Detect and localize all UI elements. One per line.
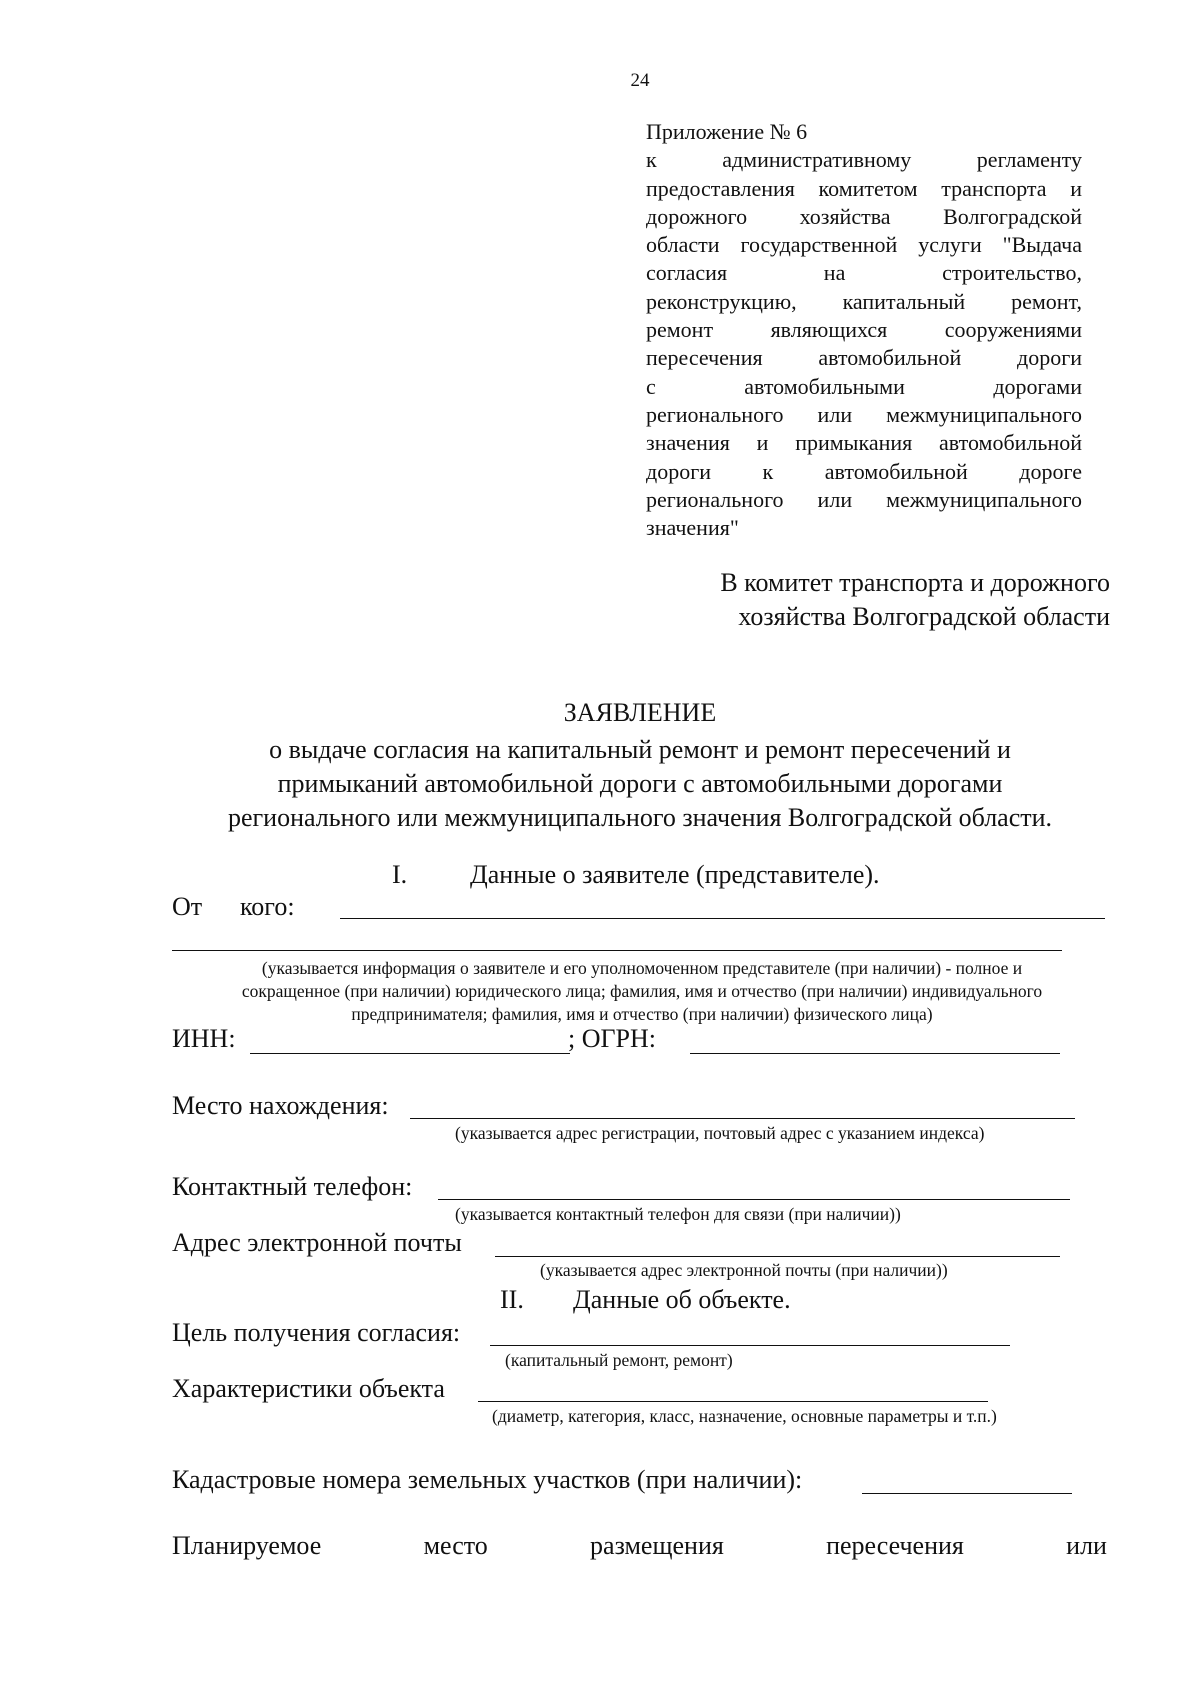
appendix-line: дороги к автомобильной дороге	[646, 458, 1082, 484]
appendix-line: с автомобильными дорогами	[646, 373, 1082, 399]
page-number: 24	[630, 70, 650, 91]
appendix-line: области государственной услуги "Выдача	[646, 232, 1082, 258]
appendix-line: реконструкцию, капитальный ремонт,	[646, 288, 1082, 314]
planned-word: место	[423, 1531, 488, 1560]
cadastral-label: Кадастровые номера земельных участков (при наличии):	[172, 1465, 803, 1494]
appendix-line: предоставления комитетом транспорта и	[646, 175, 1082, 201]
from-label-kogo: кого:	[240, 892, 295, 921]
planned-word: размещения	[590, 1531, 724, 1560]
characteristics-label: Характеристики объекта	[172, 1374, 445, 1403]
ogrn-label: ; ОГРН:	[568, 1024, 656, 1053]
appendix-line: к административному регламенту	[646, 147, 1082, 173]
addressee	[660, 566, 1110, 634]
email-hint: (указывается адрес электронной почты (при наличии))	[540, 1260, 948, 1280]
purpose-input-line[interactable]	[490, 1345, 1010, 1346]
characteristics-hint: (диаметр, категория, класс, назначение, основные параметры и т.п.)	[492, 1406, 997, 1426]
appendix-line: значения и примыкания автомобильной	[646, 430, 1082, 456]
planned-location-line	[172, 1531, 1107, 1561]
appendix-line: регионального или межмуниципального	[646, 486, 1082, 512]
applicant-hint-line-2: сокращенное (при наличии) юридического лица; фамилия, имя и отчество (при наличии) индивидуального	[241, 981, 1043, 1001]
planned-word: Планируемое	[172, 1531, 322, 1560]
purpose-hint: (капитальный ремонт, ремонт)	[505, 1350, 733, 1370]
from-input-line[interactable]	[340, 918, 1105, 919]
inn-input-line[interactable]	[250, 1053, 570, 1054]
inn-label: ИНН:	[172, 1024, 236, 1053]
appendix-line: согласия на строительство,	[646, 260, 1082, 286]
from-label-ot: От	[172, 892, 203, 921]
appendix-line: дорожного хозяйства Волгоградской	[646, 203, 1082, 229]
section-2-title: Данные об объекте.	[573, 1285, 791, 1314]
applicant-hint	[172, 957, 1112, 1026]
characteristics-input-line[interactable]	[478, 1401, 988, 1402]
location-input-line[interactable]	[410, 1118, 1075, 1119]
from-input-line-2[interactable]	[172, 950, 1062, 951]
appendix-line: регионального или межмуниципального	[646, 401, 1082, 427]
phone-label: Контактный телефон:	[172, 1172, 413, 1201]
subtitle-line-1: о выдаче согласия на капитальный ремонт и ремонт пересечений и	[269, 735, 1011, 764]
email-label: Адрес электронной почты	[172, 1228, 462, 1257]
section-1-numeral: I.	[392, 860, 408, 889]
location-hint: (указывается адрес регистрации, почтовый адрес с указанием индекса)	[455, 1123, 985, 1143]
document-title: ЗАЯВЛЕНИЕ	[563, 698, 717, 727]
appendix-reference	[646, 118, 1082, 542]
addressee-line-1: В комитет транспорта и дорожного	[720, 568, 1110, 597]
appendix-line: пересечения автомобильной дороги	[646, 345, 1082, 371]
ogrn-input-line[interactable]	[690, 1053, 1060, 1054]
applicant-hint-line-3: предпринимателя; фамилия, имя и отчество (при наличии) физического лица)	[351, 1004, 933, 1024]
section-2-numeral: II.	[500, 1285, 524, 1314]
addressee-line-2: хозяйства Волгоградской области	[738, 602, 1110, 631]
purpose-label: Цель получения согласия:	[172, 1318, 461, 1347]
phone-input-line[interactable]	[438, 1199, 1070, 1200]
planned-word: или	[1066, 1531, 1107, 1560]
section-1-title: Данные о заявителе (представителе).	[470, 860, 880, 889]
appendix-line: ремонт являющихся сооружениями	[646, 317, 1082, 343]
applicant-hint-line-1: (указывается информация о заявителе и его уполномоченном представителе (при наличии) - полное и	[261, 958, 1023, 978]
appendix-line: значения"	[646, 515, 739, 541]
appendix-line: Приложение № 6	[646, 119, 808, 144]
cadastral-input-line[interactable]	[862, 1493, 1072, 1494]
subtitle-line-2: примыканий автомобильной дороги с автомобильными дорогами	[277, 769, 1003, 798]
document-subtitle	[150, 733, 1130, 835]
location-label: Место нахождения:	[172, 1091, 389, 1120]
planned-word: пересечения	[826, 1531, 964, 1560]
phone-hint: (указывается контактный телефон для связи (при наличии))	[455, 1204, 901, 1224]
subtitle-line-3: регионального или межмуниципального значения Волгоградской области.	[227, 803, 1053, 832]
email-input-line[interactable]	[495, 1256, 1060, 1257]
